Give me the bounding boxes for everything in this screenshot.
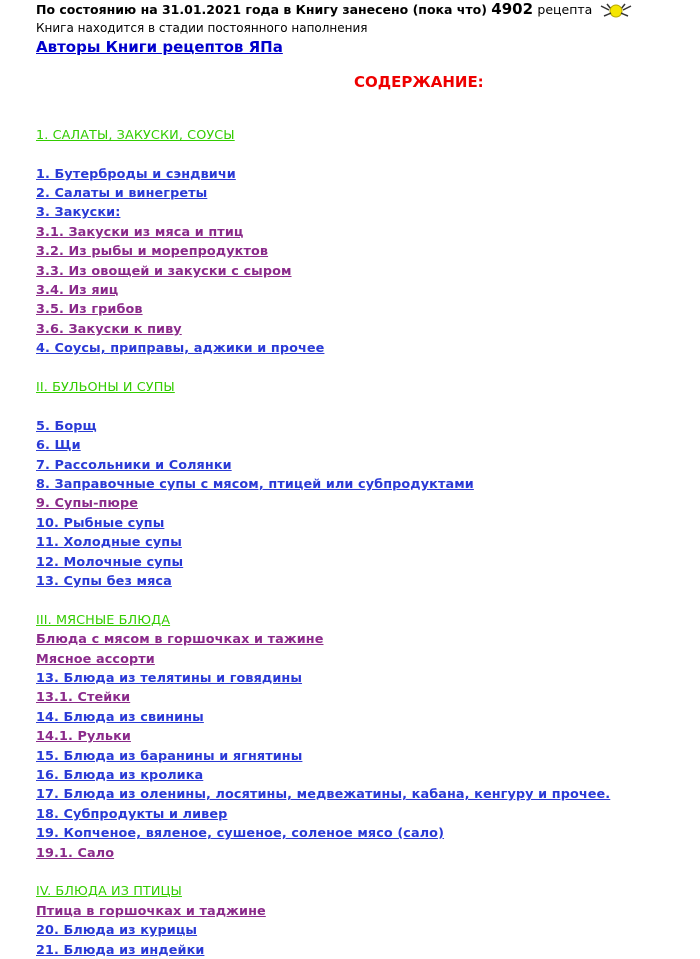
section-heading[interactable]: IV. БЛЮДА ИЗ ПТИЦЫ: [36, 884, 182, 899]
toc-link[interactable]: 3.1. Закуски из мяса и птиц: [36, 225, 244, 240]
toc-link[interactable]: 3.3. Из овощей и закуски с сыром: [36, 264, 292, 279]
toc-link[interactable]: 13. Супы без мяса: [36, 574, 172, 589]
toc-link[interactable]: 1. Бутерброды и сэндвичи: [36, 167, 236, 182]
toc-link[interactable]: 3.6. Закуски к пиву: [36, 322, 182, 337]
toc-link[interactable]: Блюда с мясом в горшочках и тажине: [36, 632, 324, 647]
toc-link[interactable]: 3.4. Из яиц: [36, 283, 119, 298]
toc-link[interactable]: 17. Блюда из оленины, лосятины, медвежатины, кабана, кенгуру и прочее.: [36, 787, 611, 802]
toc-link[interactable]: 20. Блюда из курицы: [36, 923, 198, 938]
recipe-count-word: рецепта: [537, 2, 593, 17]
smiley-icon: [599, 1, 633, 24]
toc-link[interactable]: 19. Копченое, вяленое, сушеное, соленое мясо (сало): [36, 826, 445, 841]
toc-link[interactable]: 12. Молочные супы: [36, 555, 184, 570]
section-heading[interactable]: III. МЯСНЫЕ БЛЮДА: [36, 613, 171, 628]
toc-link[interactable]: 13. Блюда из телятины и говядины: [36, 671, 303, 686]
toc-link[interactable]: 15. Блюда из баранины и ягнятины: [36, 749, 303, 764]
toc-link[interactable]: 18. Субпродукты и ливер: [36, 807, 228, 822]
toc-link[interactable]: 14. Блюда из свинины: [36, 710, 204, 725]
section-heading[interactable]: 1. САЛАТЫ, ЗАКУСКИ, СОУСЫ: [36, 128, 235, 143]
toc-link[interactable]: 3.5. Из грибов: [36, 302, 143, 317]
recipe-count: 4902: [491, 0, 534, 18]
contents-title: СОДЕРЖАНИЕ:: [354, 73, 484, 91]
toc-link[interactable]: 19.1. Сало: [36, 846, 115, 861]
toc-link[interactable]: 3. Закуски:: [36, 205, 121, 220]
toc-link[interactable]: 11. Холодные супы: [36, 535, 182, 550]
toc-link[interactable]: 7. Рассольники и Солянки: [36, 458, 232, 473]
status-prefix: По состоянию на 31.01.2021 года в Книгу занесено (пока что): [36, 2, 487, 17]
toc-link[interactable]: Птица в горшочках и таджине: [36, 904, 266, 919]
status-line: [36, 0, 633, 20]
toc-link[interactable]: Мясное ассорти: [36, 652, 155, 667]
authors-link[interactable]: Авторы Книги рецептов ЯПа: [36, 38, 283, 56]
toc-link[interactable]: 21. Блюда из индейки: [36, 943, 205, 958]
toc-link[interactable]: 9. Супы-пюре: [36, 496, 139, 511]
toc-link[interactable]: 3.2. Из рыбы и морепродуктов: [36, 244, 269, 259]
toc-link[interactable]: 6. Щи: [36, 438, 81, 453]
book-status-note: Книга находится в стадии постоянного наполнения: [36, 21, 368, 35]
toc-link[interactable]: 14.1. Рульки: [36, 729, 131, 744]
toc-link[interactable]: 5. Борщ: [36, 419, 97, 434]
section-heading[interactable]: II. БУЛЬОНЫ И СУПЫ: [36, 380, 175, 395]
toc-link[interactable]: 10. Рыбные супы: [36, 516, 165, 531]
toc-link[interactable]: 13.1. Стейки: [36, 690, 131, 705]
toc-link[interactable]: 16. Блюда из кролика: [36, 768, 204, 783]
toc-link[interactable]: 8. Заправочные супы с мясом, птицей или субпродуктами: [36, 477, 474, 492]
toc-link[interactable]: 2. Салаты и винегреты: [36, 186, 208, 201]
toc-link[interactable]: 4. Соусы, приправы, аджики и прочее: [36, 341, 325, 356]
